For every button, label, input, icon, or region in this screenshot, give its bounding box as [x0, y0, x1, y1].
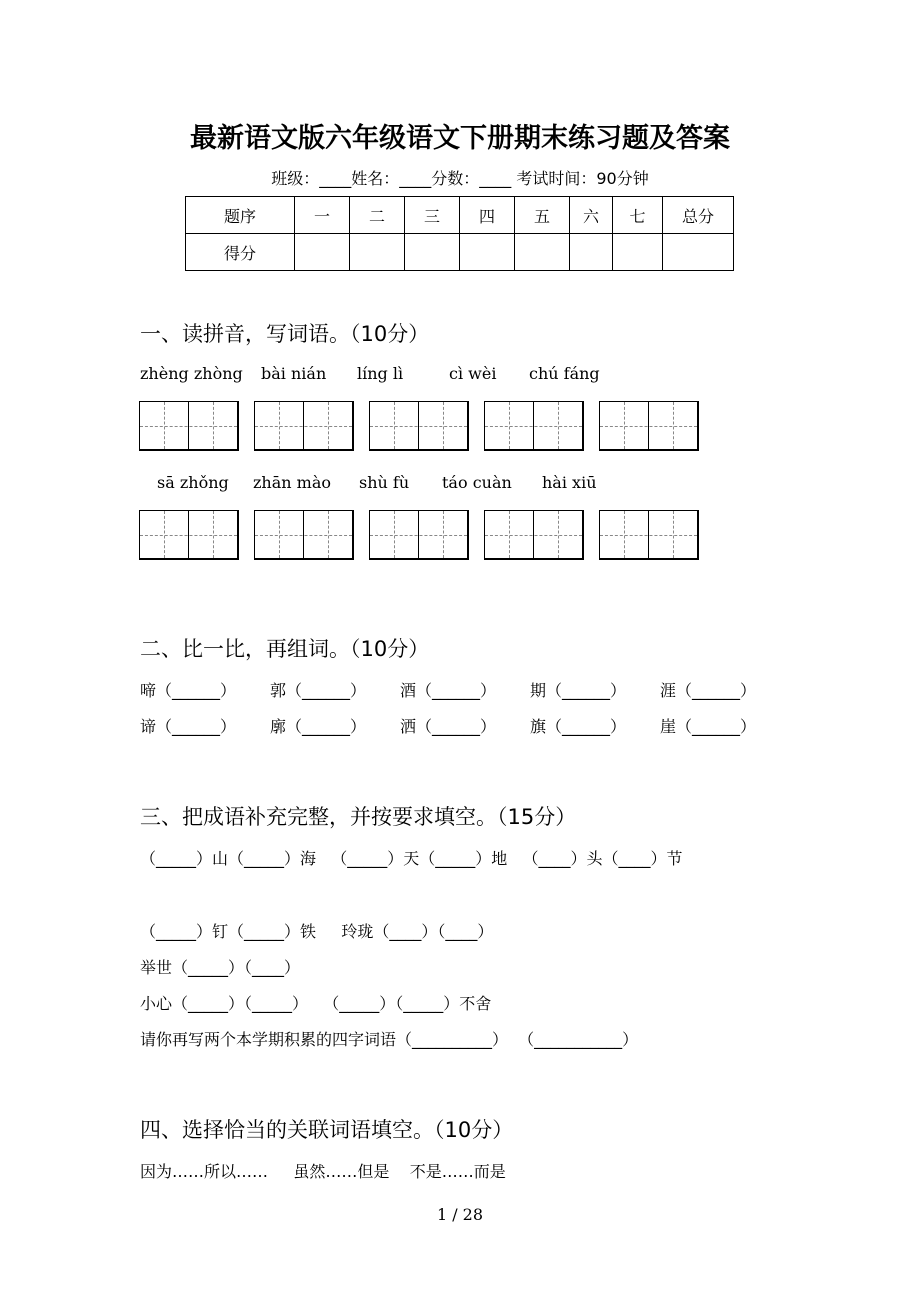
score-cell[interactable]	[515, 234, 570, 271]
writing-grid[interactable]	[139, 401, 239, 451]
idiom-fill-line[interactable]: 请你再写两个本学期积累的四字词语（__________） （___________）	[140, 1030, 639, 1049]
pinyin-label: sā zhǒng	[157, 473, 229, 492]
compare-word-item[interactable]: 旗（______）	[530, 717, 627, 736]
compare-word-item[interactable]: 郭（______）	[270, 681, 367, 700]
score-cell[interactable]	[570, 234, 613, 271]
compare-word-item[interactable]: 期（______）	[530, 681, 627, 700]
section-4-heading: 四、选择恰当的关联词语填空。（10分）	[140, 1118, 514, 1142]
score-cell[interactable]	[460, 234, 515, 271]
writing-grid[interactable]	[599, 510, 699, 560]
pinyin-label: hài xiū	[542, 473, 597, 492]
score-table-score-row	[186, 234, 734, 271]
compare-word-item[interactable]: 谛（______）	[140, 717, 237, 736]
score-row-label: 得分	[186, 234, 295, 271]
writing-grid[interactable]	[484, 510, 584, 560]
score-table	[185, 196, 734, 271]
score-header-cell: 五	[515, 197, 570, 234]
score-header-cell: 四	[460, 197, 515, 234]
writing-grid[interactable]	[484, 401, 584, 451]
page-title: 最新语文版六年级语文下册期末练习题及答案	[190, 123, 730, 154]
score-header-cell: 三	[405, 197, 460, 234]
pinyin-label: zhān mào	[253, 473, 332, 492]
writing-grid[interactable]	[254, 510, 354, 560]
score-cell[interactable]	[663, 234, 734, 271]
writing-grid[interactable]	[369, 510, 469, 560]
pinyin-label: zhèng zhòng	[140, 364, 243, 383]
score-header-cell: 六	[570, 197, 613, 234]
compare-word-item[interactable]: 啼（______）	[140, 681, 237, 700]
pinyin-label: táo cuàn	[442, 473, 512, 492]
writing-grid[interactable]	[599, 401, 699, 451]
idiom-fill-line[interactable]: （_____）山（_____）海 （_____）天（_____）地 （____）头（____）节	[140, 849, 683, 868]
compare-word-item[interactable]: 廓（______）	[270, 717, 367, 736]
score-header-cell: 二	[350, 197, 405, 234]
section-3-heading: 三、把成语补充完整，并按要求填空。（15分）	[140, 805, 577, 829]
compare-word-item[interactable]: 崖（______）	[660, 717, 757, 736]
writing-grid[interactable]	[139, 510, 239, 560]
pinyin-label: líng lì	[357, 364, 404, 383]
student-info-line: 班级：____姓名：____分数：____ 考试时间：90分钟	[271, 169, 649, 188]
conjunction-options: 因为……所以…… 虽然……但是 不是……而是	[140, 1162, 506, 1181]
score-header-cell: 题序	[186, 197, 295, 234]
score-cell[interactable]	[613, 234, 663, 271]
page-number: 1 / 28	[436, 1205, 484, 1224]
compare-word-item[interactable]: 涯（______）	[660, 681, 757, 700]
pinyin-label: cì wèi	[449, 364, 497, 383]
score-cell[interactable]	[350, 234, 405, 271]
compare-word-item[interactable]: 酒（______）	[400, 681, 497, 700]
score-cell[interactable]	[295, 234, 350, 271]
writing-grid[interactable]	[254, 401, 354, 451]
idiom-fill-line[interactable]: （_____）钉（_____）铁 玲珑（____）（____）	[140, 922, 494, 941]
pinyin-label: shù fù	[359, 473, 410, 492]
section-2-heading: 二、比一比，再组词。（10分）	[140, 637, 430, 661]
writing-grid[interactable]	[369, 401, 469, 451]
score-header-cell: 一	[295, 197, 350, 234]
compare-word-item[interactable]: 洒（______）	[400, 717, 497, 736]
pinyin-label: bài nián	[261, 364, 327, 383]
score-table-header-row	[186, 197, 734, 234]
pinyin-label: chú fáng	[529, 364, 600, 383]
idiom-fill-line[interactable]: 举世（_____）（____）	[140, 958, 301, 977]
score-cell[interactable]	[405, 234, 460, 271]
score-header-cell: 七	[613, 197, 663, 234]
idiom-fill-line[interactable]: 小心（_____）（_____） （_____）（_____）不舍	[140, 994, 492, 1013]
score-header-cell: 总分	[663, 197, 734, 234]
section-1-heading: 一、读拼音，写词语。（10分）	[140, 322, 430, 346]
